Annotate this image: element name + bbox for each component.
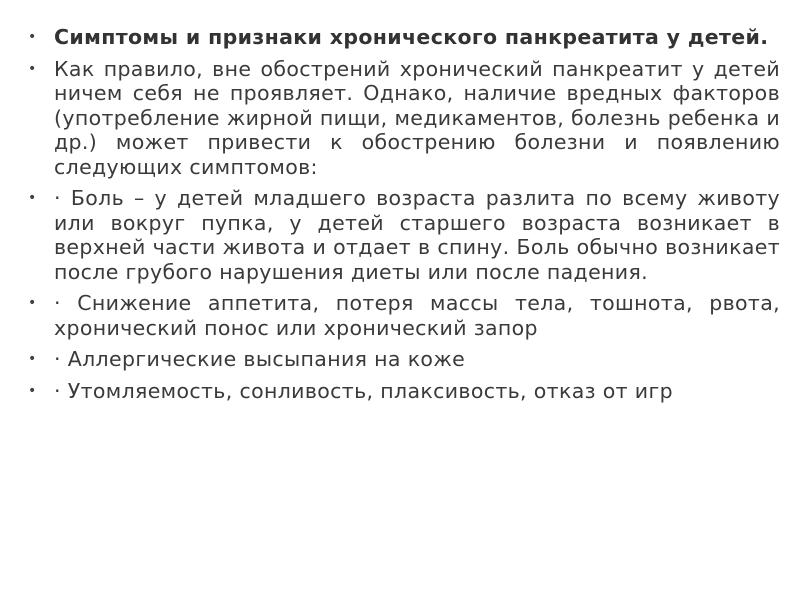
bullet-icon: • — [28, 382, 37, 399]
bullet-item-heading — [28, 25, 780, 50]
bullet-icon: • — [28, 29, 37, 45]
bullet-item-pain — [28, 186, 780, 284]
bullet-item-allergy — [28, 347, 780, 372]
bullet-item-fatigue — [28, 379, 780, 404]
bullet-icon: • — [28, 60, 37, 77]
bullet-list — [28, 25, 780, 410]
symptom-fatigue: · Утомляемость, сонливость, плаксивость, отказ от игр — [54, 378, 673, 403]
bullet-item-intro — [28, 57, 780, 180]
section-heading: Симптомы и признаки хронического панкреатита у детей. — [54, 25, 769, 49]
intro-paragraph: Как правило, вне обострений хронический панкреатит у детей ничем себя не проявляет. Однако, наличие вредных факторов (употребление жирной пищи, медикаментов, болезнь ребенка и др.) может привести к обострению болезни и появлению следующих симптомов: — [54, 56, 780, 179]
symptom-appetite: · Снижение аппетита, потеря массы тела, тошнота, рвота, хронический понос или хронический запор — [54, 291, 780, 340]
bullet-icon: • — [28, 190, 37, 206]
bullet-icon: • — [28, 351, 37, 367]
bullet-icon: • — [28, 295, 37, 311]
bullet-item-appetite — [28, 291, 780, 340]
symptom-allergy: · Аллергические высыпания на коже — [54, 347, 466, 371]
symptom-pain: · Боль – у детей младшего возраста разлита по всему животу или вокруг пупка, у детей старшего возраста возникает в верхней части живота и отдает в спину. Боль обычно возникает после грубого нарушения диеты или после падения. — [54, 186, 780, 284]
